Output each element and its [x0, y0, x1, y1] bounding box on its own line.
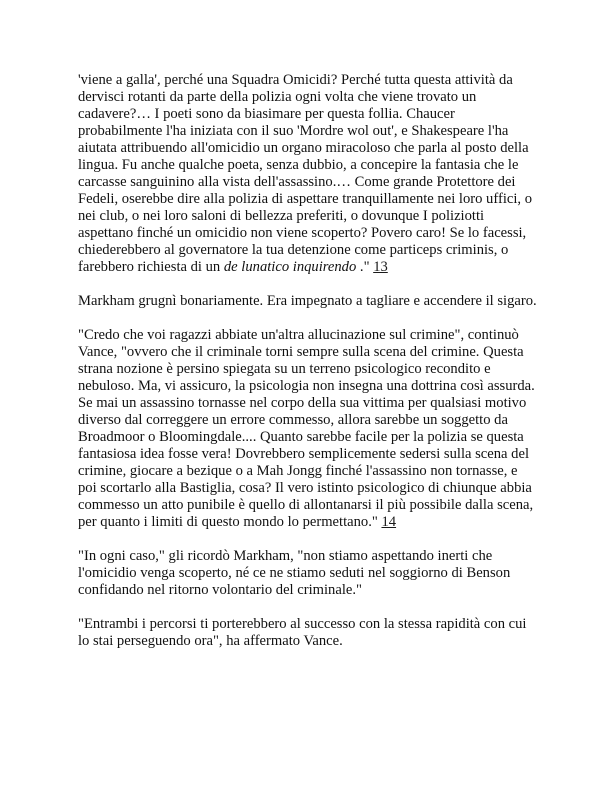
paragraph	[78, 293, 538, 310]
paragraph	[78, 327, 538, 531]
paragraph-text: Markham grugnì bonariamente. Era impegnato a tagliare e accendere il sigaro.	[78, 293, 537, 309]
paragraph-text: "In ogni caso," gli ricordò Markham, "non stiamo aspettando inerti che l'omicidio venga scoperto, né ce ne stiamo seduti nel soggiorno di Benson confidando nel ritorno volontario del criminale."	[78, 548, 511, 598]
paragraph	[78, 72, 538, 276]
footnote-link-14[interactable]: 14	[381, 514, 397, 530]
paragraph-text: 'viene a galla', perché una Squadra Omicidi? Perché tutta questa attività da dervisci rotanti da parte della polizia ogni volta che viene trovato un cadavere?… I poeti sono da biasimare per questa follia. Chaucer probabilmente l'ha iniziata con il suo 'Mordre wol out', e Shakespeare l'ha aiutata attribuendo all'omicidio un organo miracoloso che parla al posto della lingua. Fu anche qualche poeta, senza dubbio, a concepire la fantasia che le carcasse sanguinino alla vista dell'assassino.… Come grande Protettore dei Fedeli, oserebbe dire alla polizia di aspettare tranquillamente nei loro uffici, o nei club, o nei loro saloni di bellezza preferiti, o dovunque I poliziotti aspettano finché un omicidio non viene scoperto? Povero caro! Se lo facessi, chiederebbero al governatore la tua detenzione come particeps criminis, o farebbero richiesta di un	[78, 72, 532, 275]
document-body	[78, 72, 538, 667]
italic-phrase: de lunatico inquirendo	[223, 259, 357, 275]
paragraph-text: "Entrambi i percorsi ti porterebbero al successo con la stessa rapidità con cui lo stai perseguendo ora", ha affermato Vance.	[78, 616, 527, 649]
paragraph-text-end: ."	[356, 259, 374, 275]
footnote-link-13[interactable]: 13	[373, 259, 388, 275]
paragraph-text: "Credo che voi ragazzi abbiate un'altra allucinazione sul crimine", continuò Vance, "ovvero che il criminale torni sempre sulla scena del crimine. Questa strana nozione è persino spiegata su un terreno psicologico recondito e nebuloso. Ma, vi assicuro, la psicologia non insegna una dottrina così assurda. Se mai un assassino tornasse nel corpo della sua vittima per qualsiasi motivo diverso dal correggere un errore commesso, allora sarebbe un soggetto da Broadmoor o Bloomingdale.... Quanto sarebbe facile per la polizia se questa fantasiosa idea fosse vera! Dovrebbero semplicemente sedersi sulla scena del crimine, giocare a bezique o a Mah Jongg finché l'assassino non tornasse, e poi scortarlo alla Bastiglia, cosa? Il vero istinto psicologico di chiunque abbia commesso un atto punibile è quello di allontanarsi il più possibile dalla scena, per quanto i limiti di questo mondo lo permettano."	[78, 327, 535, 530]
paragraph	[78, 616, 538, 650]
paragraph	[78, 548, 538, 599]
